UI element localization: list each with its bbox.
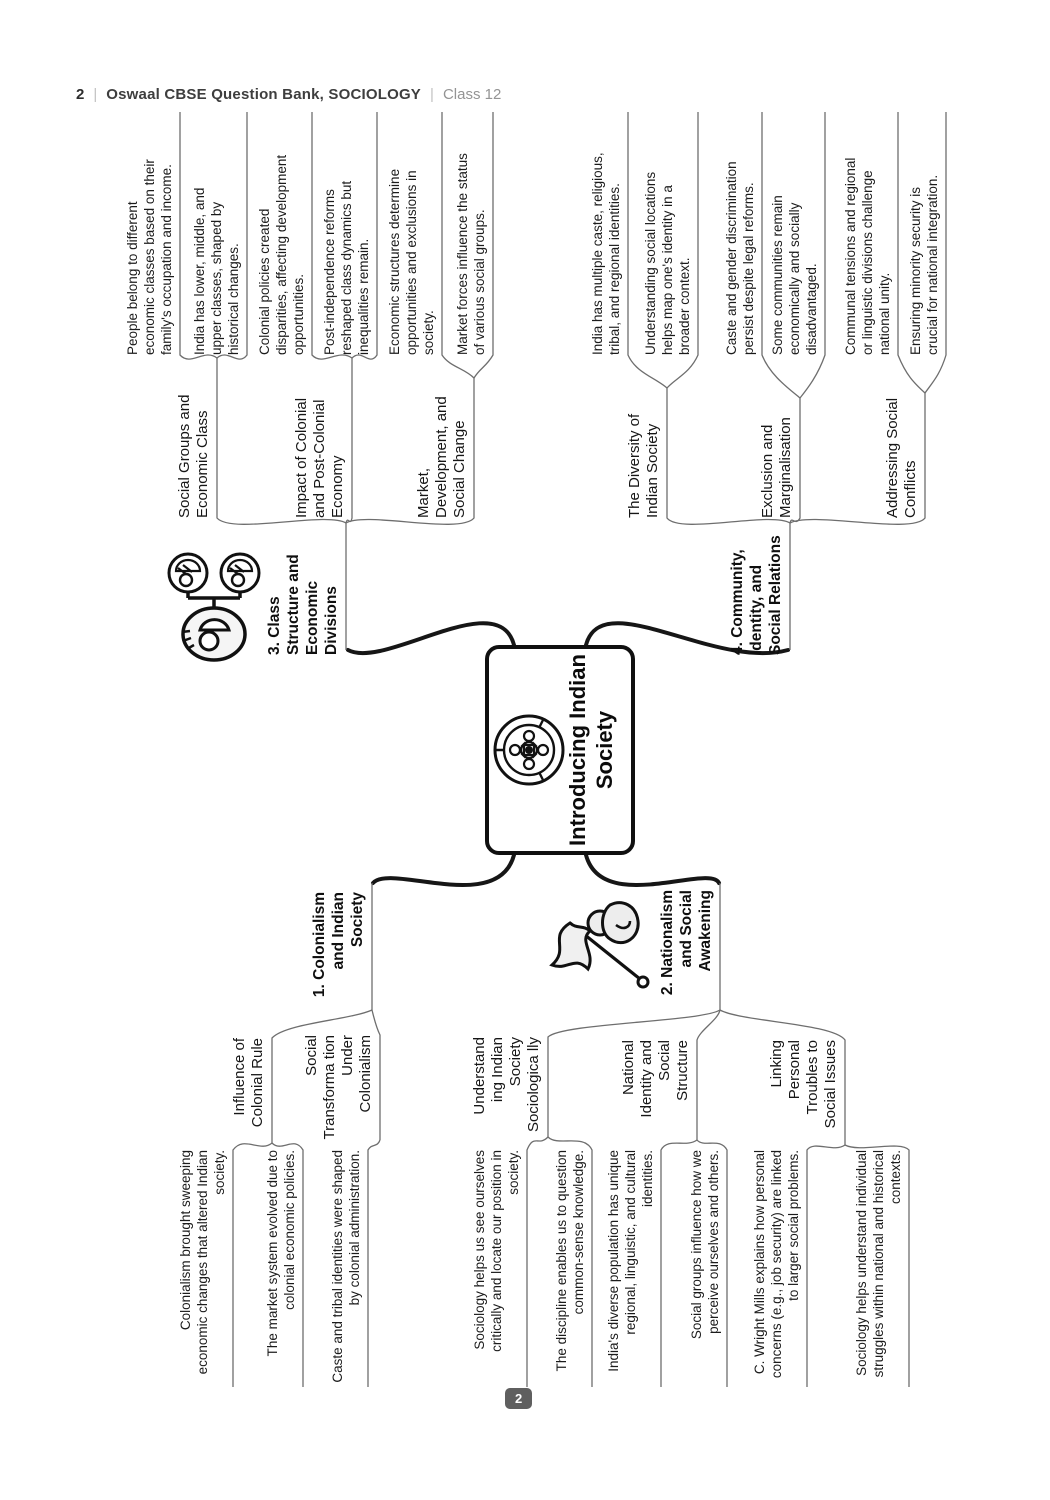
- leaf-note: The market system evolved due to colonial economic policies.: [265, 1150, 297, 1357]
- sub-topic-label: National Identity and Social Structure: [620, 1040, 691, 1118]
- leaf-note: India has multiple caste, religious, tribal, and regional identities.: [590, 152, 622, 355]
- people-round-table-icon: [491, 712, 567, 788]
- sub-topic-label: Social Groups and Economic Class: [176, 394, 211, 518]
- leaf-note: Caste and tribal identities were shaped by colonial administration.: [330, 1150, 362, 1383]
- sub-topic-label: Linking Personal Troubles to Social Issues: [768, 1040, 839, 1129]
- mindmap-rotated-wrapper: [90, 105, 950, 1395]
- branch-1-title: 1. Colonialism and Indian Society: [311, 892, 366, 998]
- person-linked-groups-icon: [162, 551, 264, 663]
- page-number-badge: 2: [505, 1388, 532, 1409]
- leaf-note: Caste and gender discrimination persist despite legal reforms.: [724, 161, 756, 355]
- sub-topic-label: Understand ing Indian Society Sociologica lly: [471, 1037, 542, 1133]
- leaf-note: C. Wright Mills explains how personal concerns (e.g., job security) are linked to larger social problems.: [752, 1150, 801, 1379]
- header-book-title: Oswaal CBSE Question Bank, SOCIOLOGY: [106, 86, 422, 103]
- leaf-note: Communal tensions and regional or linguistic divisions challenge national unity.: [843, 157, 892, 355]
- header-separator: |: [93, 86, 98, 103]
- branch-4-title: 4. Community, Identity, and Social Relations: [729, 535, 784, 655]
- leaf-note: Ensuring minority security is crucial for national integration.: [908, 174, 940, 355]
- header-separator-2: |: [430, 86, 434, 103]
- page-header: [76, 86, 501, 103]
- leaf-note: Understanding social locations helps map one's identity in a broader context.: [643, 171, 692, 355]
- leaf-note: Some communities remain economically and socially disadvantaged.: [770, 195, 819, 355]
- header-class-label: Class 12: [442, 86, 502, 103]
- leaf-note: Sociology helps us see ourselves critically and locate our position in society.: [472, 1150, 521, 1352]
- leaf-note: People belong to different economic classes based on their family's occupation and income.: [125, 159, 174, 355]
- header-page-number: 2: [76, 86, 85, 103]
- sub-topic-label: The Diversity of Indian Society: [626, 413, 661, 518]
- sub-topic-label: Addressing Social Conflicts: [884, 397, 919, 518]
- sub-topic-label: Exclusion and Marginalisation: [759, 417, 794, 518]
- sub-topic-label: Market, Development, and Social Change: [415, 396, 468, 518]
- leaf-note: Colonialism brought sweeping economic changes that altered Indian society.: [178, 1150, 227, 1375]
- leaf-note: Market forces influence the status of various social groups.: [455, 153, 487, 355]
- leaf-note: Social groups influence how we perceive ourselves and others.: [689, 1150, 721, 1340]
- sub-topic-label: Influence of Colonial Rule: [231, 1038, 266, 1128]
- person-waving-flag-icon: [542, 882, 652, 997]
- leaf-note: Sociology helps understand individual struggles within national and historical contexts.: [854, 1150, 903, 1378]
- sub-topic-label: Social Transforma tion Under Colonialism: [303, 1035, 374, 1140]
- mindmap-canvas: [90, 105, 950, 1395]
- leaf-note: Economic structures determine opportunities and exclusions in society.: [387, 168, 436, 355]
- leaf-note: Post-independence reforms reshaped class dynamics but inequalities remain.: [322, 180, 371, 355]
- sub-topic-label: Impact of Colonial and Post-Colonial Economy: [293, 397, 346, 518]
- leaf-note: India's diverse population has unique regional, linguistic, and cultural identities.: [606, 1150, 655, 1372]
- leaf-note: India has lower, middle, and upper classes, shaped by historical changes.: [192, 187, 241, 355]
- leaf-note: The discipline enables us to question common-sense knowledge.: [554, 1150, 586, 1372]
- leaf-note: Colonial policies created disparities, affecting development opportunities.: [257, 154, 306, 355]
- branch-2-title: 2. Nationalism and Social Awakening: [659, 890, 714, 996]
- branch-3-title: 3. Class Structure and Economic Divisions: [266, 554, 340, 655]
- central-topic-title: Introducing Indian Society: [565, 654, 617, 846]
